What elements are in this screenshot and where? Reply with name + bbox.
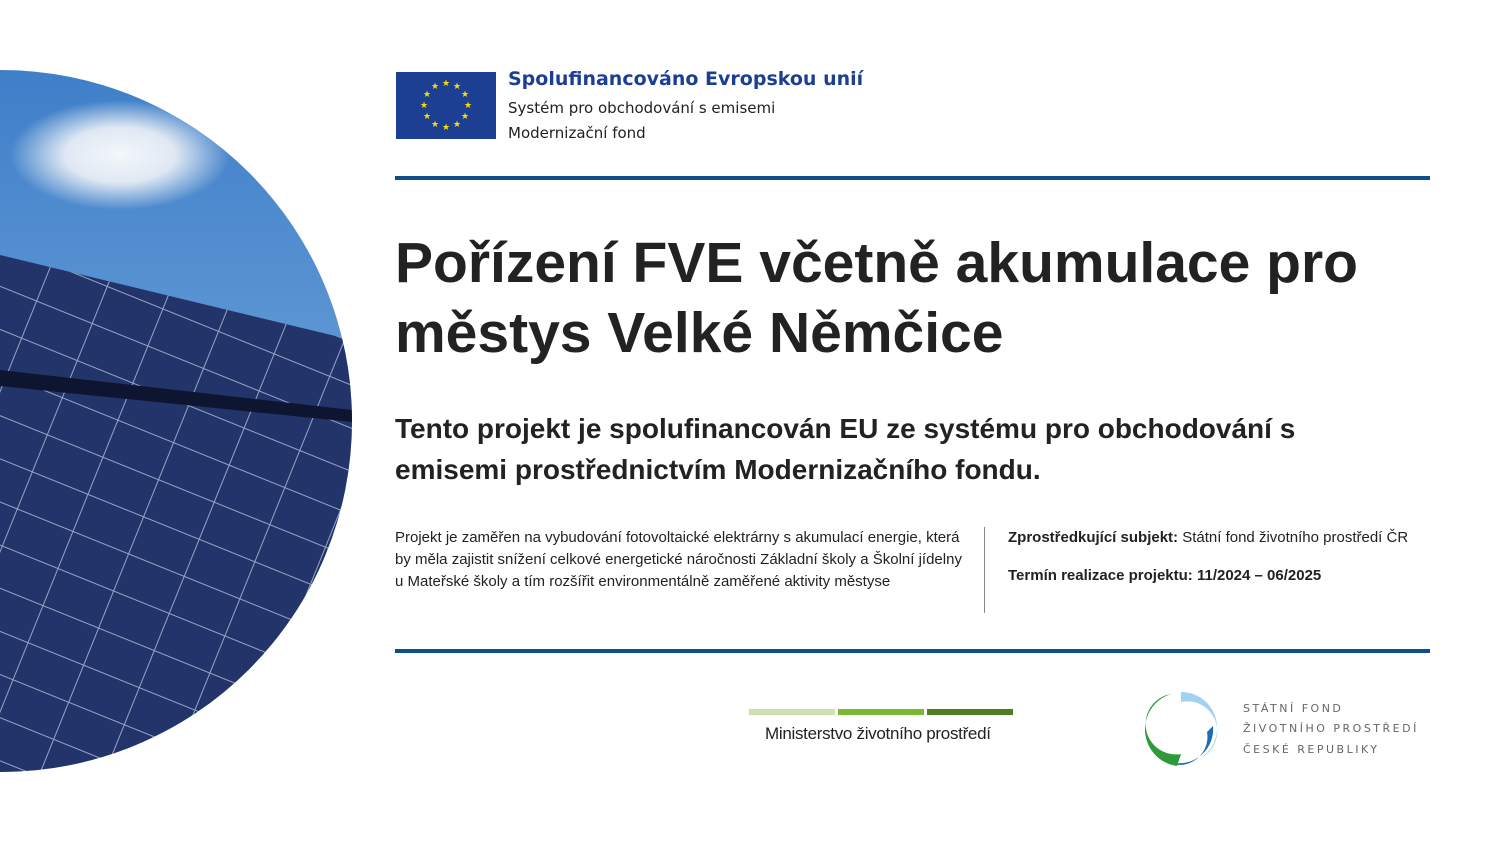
bottom-divider xyxy=(395,649,1430,653)
intermediary-info xyxy=(1008,529,1438,546)
eu-star-icon: ★ xyxy=(464,100,473,110)
page-title: Pořízení FVE včetně akumulace pro městys Velké Němčice xyxy=(395,231,1358,365)
eu-star-icon: ★ xyxy=(431,80,440,91)
subtitle: Tento projekt je spolufinancován EU ze systému pro obchodování s emisemi prostřednictvím Modernizačního fondu. xyxy=(395,413,1296,485)
mzp-logo-text: Ministerstvo životního prostředí xyxy=(765,724,991,743)
eu-star-icon: ★ xyxy=(461,111,470,121)
intermediary-value: Státní fond životního prostředí ČR xyxy=(1182,529,1409,546)
term-value: 11/2024 – 06/2025 xyxy=(1196,567,1322,584)
eu-star-icon: ★ xyxy=(453,80,462,91)
eu-program: Systém pro obchodování s emisemi xyxy=(508,99,776,117)
top-divider xyxy=(395,176,1430,180)
eu-star-icon: ★ xyxy=(442,78,451,88)
eu-star-icon: ★ xyxy=(453,119,462,130)
sfzp-line2: ŽIVOTNÍHO PROSTŘEDÍ xyxy=(1243,722,1419,735)
term-info xyxy=(1008,567,1438,584)
project-description: Projekt je zaměřen na vybudování fotovoltaické elektrárny s akumulací energie, která by měla zajistit snížení celkové energetické náročnosti Základní školy a Školní jídelny u Mateřské školy a tím rozšířit environmentálně zaměřené aktivity městyse xyxy=(395,529,962,590)
eu-flag-logo xyxy=(396,72,496,139)
mzp-logo-bars xyxy=(749,709,1013,715)
eu-star-icon: ★ xyxy=(461,89,470,99)
eu-star-icon: ★ xyxy=(422,111,432,121)
eu-star-icon: ★ xyxy=(422,89,432,99)
eu-star-icon: ★ xyxy=(442,122,451,132)
sfzp-logo-icon xyxy=(1141,688,1221,768)
term-label: Termín realizace projektu: xyxy=(1008,567,1193,584)
intermediary-label: Zprostředkující subjekt: xyxy=(1008,529,1179,546)
eu-fund: Modernizační fond xyxy=(508,124,646,142)
eu-cofunded-title: Spolufinancováno Evropskou unií xyxy=(508,68,864,90)
sfzp-line1: STÁTNÍ FOND xyxy=(1243,702,1344,715)
eu-star-icon: ★ xyxy=(420,100,429,110)
eu-star-icon: ★ xyxy=(431,119,440,130)
vertical-divider xyxy=(984,527,985,613)
solar-panels-photo xyxy=(0,70,352,773)
sfzp-line3: ČESKÉ REPUBLIKY xyxy=(1243,743,1380,756)
